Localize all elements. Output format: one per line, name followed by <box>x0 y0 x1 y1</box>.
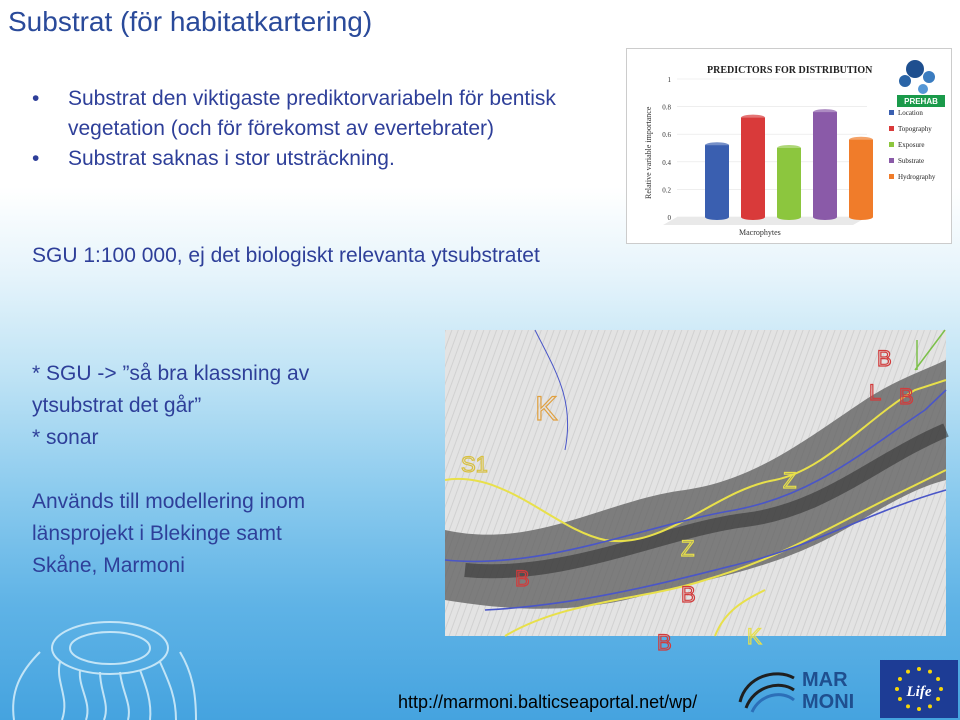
text-line: länsprojekt i Blekinge samt <box>32 522 282 545</box>
sgu-text: SGU 1:100 000, ej det biologiskt relevanta ytsubstratet <box>32 244 540 267</box>
map-label: B <box>681 582 696 607</box>
eu-star <box>928 670 932 674</box>
chart-title: PREDICTORS FOR DISTRIBUTION <box>707 65 873 76</box>
bar-base <box>813 214 837 220</box>
map-label: B <box>877 346 892 371</box>
map-label: B <box>657 630 672 655</box>
chart-legend <box>889 109 936 181</box>
chart-svg <box>627 49 951 243</box>
legend-label: Topography <box>898 125 932 133</box>
sonar-map-svg <box>445 330 946 655</box>
map-label: Z <box>681 536 695 561</box>
text-line: Skåne, Marmoni <box>32 554 185 577</box>
sgu-sonar-text <box>32 358 309 454</box>
legend-label: Hydrography <box>898 173 936 181</box>
marmoni-logo-line1: MAR <box>802 669 848 691</box>
bar-topography <box>741 115 765 220</box>
eu-star <box>898 677 902 681</box>
bar-top <box>777 145 801 151</box>
eu-life-logo <box>880 660 958 718</box>
bar-base <box>777 214 801 220</box>
legend-swatch <box>889 158 894 163</box>
bar-top <box>741 115 765 121</box>
y-tick-label: 0.8 <box>662 103 671 112</box>
text-line: * sonar <box>32 426 99 449</box>
bar-body <box>813 112 837 217</box>
website-link[interactable]: http://marmoni.balticseaportal.net/wp/ <box>398 692 698 712</box>
marmoni-logo <box>736 662 876 714</box>
map-label: Z <box>783 468 797 493</box>
bar-hydrography <box>849 137 873 220</box>
eu-star <box>936 677 940 681</box>
text-line: ytsubstrat det går” <box>32 394 202 417</box>
y-tick-label: 0.4 <box>662 158 671 167</box>
eu-star <box>898 697 902 701</box>
slide-title: Substrat (för habitatkartering) <box>8 6 373 37</box>
legend-label: Location <box>898 109 923 117</box>
bar-exposure <box>777 145 801 220</box>
bar-location <box>705 142 729 220</box>
bar-top <box>813 109 837 115</box>
map-label: K <box>535 390 558 428</box>
chart-floor <box>663 217 867 225</box>
y-tick-label: 1 <box>667 76 671 84</box>
bar-body <box>777 148 801 217</box>
eu-star <box>906 704 910 708</box>
legend-swatch <box>889 126 894 131</box>
map-label: S1 <box>461 452 488 477</box>
eu-star <box>917 707 921 711</box>
x-axis-label: Macrophytes <box>739 228 781 237</box>
eu-star <box>895 687 899 691</box>
bullet-item: • Substrat den viktigaste prediktorvariabeln för bentisk vegetation (och för förekomst av evertebrater) <box>30 84 590 144</box>
eu-star <box>928 704 932 708</box>
legend-label: Exposure <box>898 141 925 149</box>
legend-swatch <box>889 174 894 179</box>
bar-top <box>849 137 873 143</box>
y-tick-label: 0 <box>667 214 671 222</box>
eu-star <box>906 670 910 674</box>
bar-body <box>705 145 729 217</box>
eu-star <box>917 667 921 671</box>
bullet-item: • Substrat saknas i stor utsträckning. <box>30 144 590 174</box>
prehab-logo-text: PREHAB <box>904 97 938 106</box>
eu-star <box>936 697 940 701</box>
map-label: L <box>869 380 882 405</box>
bar-base <box>705 214 729 220</box>
y-axis-label: Relative variable importance <box>644 106 653 199</box>
map-label: B <box>899 384 914 409</box>
text-line: * SGU -> ”så bra klassning av <box>32 362 310 385</box>
legend-swatch <box>889 110 894 115</box>
predictor-chart <box>626 48 952 244</box>
sonar-map-image <box>445 330 946 655</box>
bar-body <box>741 118 765 217</box>
bar-base <box>741 214 765 220</box>
y-tick-label: 0.2 <box>662 186 671 195</box>
map-label: K <box>747 624 762 649</box>
prehab-logo <box>897 60 945 107</box>
bar-base <box>849 214 873 220</box>
text-line: Används till modellering inom <box>32 490 306 513</box>
bar-substrate <box>813 109 837 220</box>
y-tick-label: 0.6 <box>662 131 671 140</box>
jellyfish-decoration <box>0 612 200 720</box>
modeling-text <box>32 486 305 582</box>
bar-top <box>705 142 729 148</box>
legend-swatch <box>889 142 894 147</box>
bar-body <box>849 140 873 217</box>
legend-label: Substrate <box>898 157 925 165</box>
bullet-list <box>30 84 590 174</box>
eu-star <box>939 687 943 691</box>
life-logo-text: Life <box>906 684 932 700</box>
map-label: B <box>515 566 530 591</box>
chart-bars <box>705 109 873 220</box>
marmoni-logo-line2: MONI <box>802 691 855 713</box>
